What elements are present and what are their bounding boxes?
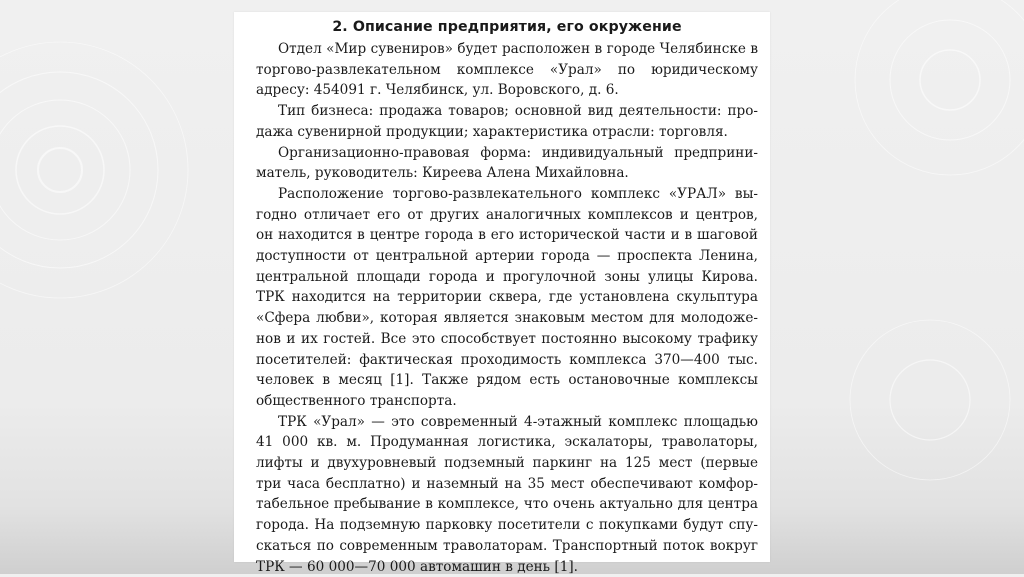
document-page <box>234 12 770 575</box>
paragraph-legal-form: Организационно-правовая форма: индивидуальный предприниматель, руководитель: Киреева Алена Михайловна. <box>256 144 758 182</box>
paragraph-business-type: Тип бизнеса: продажа товаров; основной вид деятельности: продажа сувенирной продукции; характеристика отрасли: торговля. <box>256 103 758 140</box>
paragraph-mall-location: Расположение торгово-развлекательного комплекс «УРАЛ» выгодно отличает его от других аналогичных комплексов и центров, он находится в центре города в его исторической части и в шаговой доступности от центральной артерии города — проспекта Ленина, центральной площади города и прогулочной зоны улицы Кирова. ТРК находится на территории сквера, где установлена скульптура «Сфера любви», которая является знаковым местом для молодоженов и их гостей. Все это способствует постоянно высокому трафику посетителей: фактическая проходимость комплекса 370—400 тыс. человек в месяц [1]. Также рядом есть остановочные комплексы общественного транспорта. <box>256 185 758 409</box>
document-title: 2. Описание предприятия, его окружение <box>332 19 682 35</box>
paragraph-location: Отдел «Мир сувениров» будет расположен в городе Челябинске в торгово-развлекательном комплексе «Урал» по юридическому адресу: 454091 г. Челябинск, ул. Воровского, д. 6. <box>256 41 758 99</box>
paragraph-mall-description: ТРК «Урал» — это современный 4-этажный комплекс площадью 41 000 кв. м. Продуманная логистика, эскалаторы, траволаторы, лифты и двухуровневый подземный паркинг на 125 мест (первые три часа бесплатно) и наземный на 35 мест обеспечивают комфортабельное пребывание в комплексе, что очень актуально для центра города. На подземную парковку посетители с покупками будут спускаться по современным траволаторам. Транспортный поток вокруг ТРК — 60 000—70 000 автомашин в день [1]. <box>256 413 758 575</box>
